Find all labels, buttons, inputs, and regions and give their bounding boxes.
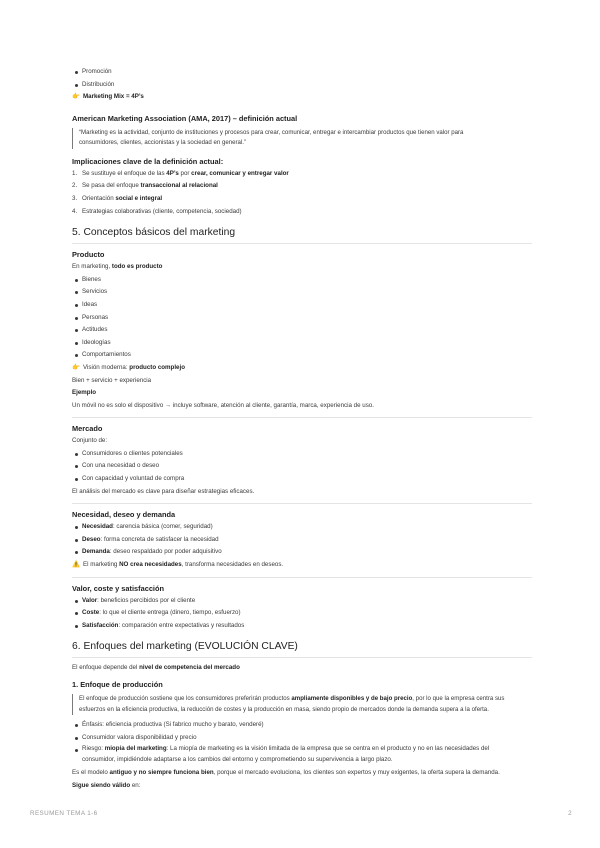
mix-note: 👉 Marketing Mix = 4P’s [72, 91, 532, 104]
pointing-hand-icon: 👉 [72, 363, 80, 371]
list-item: Distribución [72, 79, 532, 92]
producto-list [72, 274, 532, 362]
implications-list [72, 168, 532, 218]
valid-text: Sigue siendo válido en: [72, 781, 141, 789]
valor-list [72, 595, 532, 633]
divider [72, 577, 532, 578]
list-item: Consumidores o clientes potenciales [72, 448, 532, 461]
section-6-heading: 6. Enfoques del marketing (EVOLUCIÓN CLAVE) [72, 639, 532, 658]
list-item: Coste: lo que el cliente entrega (dinero, tiempo, esfuerzo) [72, 607, 532, 620]
implications-heading: Implicaciones clave de la definición actual: [72, 156, 224, 166]
list-item: Comportamientos [72, 349, 532, 362]
list-item: 2. Se pasa del enfoque transaccional al relacional [72, 182, 218, 190]
producto-heading: Producto [72, 250, 105, 260]
list-item: Con capacidad y voluntad de compra [72, 473, 532, 486]
list-item: Servicios [72, 286, 532, 299]
list-item: Ideas [72, 299, 532, 312]
marketing-mix-list [72, 66, 532, 91]
list-item: Bienes [72, 274, 532, 287]
ejemplo-label: Ejemplo [72, 389, 97, 397]
ejemplo-text: Un móvil no es solo el dispositivo → incluye software, atención al cliente, garantía, marca, experiencia de uso. [72, 401, 374, 409]
warning-note: ⚠️ El marketing NO crea necesidades, transforma necesidades en deseos. [72, 559, 532, 572]
closing-text: Es el modelo antiguo y no siempre funciona bien, porque el mercado evoluciona, los clientes son expertos y muy exigentes, la oferta supera la demanda. [72, 769, 500, 777]
mercado-outro: El análisis del mercado es clave para diseñar estrategias eficaces. [72, 487, 255, 495]
mercado-heading: Mercado [72, 424, 103, 434]
list-item: Ideologías [72, 337, 532, 350]
list-item: Satisfacción: comparación entre expectativas y resultados [72, 620, 532, 633]
enfoque-produccion-heading: 1. Enfoque de producción [72, 680, 163, 689]
list-item: Actitudes [72, 324, 532, 337]
list-item: Necesidad: carencia básica (comer, seguridad) [72, 521, 532, 534]
page-number: 2 [568, 810, 572, 817]
mercado-list [72, 448, 532, 486]
producto-formula: Bien + servicio + experiencia [72, 376, 152, 384]
list-item: Riesgo: miopía del marketing: La miopía de marketing es la visión limitada de la empresa que se centra en el producto y no en las necesidades del consumidor, impidiéndole adaptarse a los cambios del entorno y comprometiendo su supervivencia a largo plazo. [72, 744, 532, 765]
divider [72, 503, 532, 504]
list-item: Demanda: deseo respaldado por poder adquisitivo [72, 546, 532, 559]
list-item: Valor: beneficios percibidos por el cliente [72, 595, 532, 608]
list-item: 1. Se sustituye el enfoque de las 4P’s por crear, comunicar y entregar valor [72, 169, 289, 177]
list-item: Énfasis: eficiencia productiva (Si fabrico mucho y barato, venderé) [72, 719, 532, 732]
list-item: Personas [72, 312, 532, 325]
valor-heading: Valor, coste y satisfacción [72, 583, 165, 593]
footer-title: RESUMEN TEMA 1-6 [30, 810, 98, 817]
list-item: Deseo: forma concreta de satisfacer la necesidad [72, 534, 532, 547]
necesidad-heading: Necesidad, deseo y demanda [72, 510, 176, 520]
produccion-quote: El enfoque de producción sostiene que los consumidores preferirán productos ampliamente disponibles y de bajo precio, por lo que la empresa centra sus esfuerzos en la eficiencia productiva, la reducción de costes y la producción en masa, siendo propio de mercados donde la demanda supera a la oferta. [72, 694, 532, 715]
page-footer [30, 810, 572, 817]
document-page [72, 66, 532, 792]
ama-heading: American Marketing Association (AMA, 2017) – definición actual [72, 113, 298, 123]
list-item: Consumidor valora disponibilidad y precio [72, 732, 532, 745]
pointing-hand-icon: 👉 [72, 93, 80, 101]
list-item: Con una necesidad o deseo [72, 460, 532, 473]
producto-intro: En marketing, todo es producto [72, 263, 163, 271]
mercado-intro: Conjunto de: [72, 437, 108, 445]
ama-quote: “Marketing es la actividad, conjunto de instituciones y procesos para crear, comunicar, entregar e intercambiar productos que tienen valor para consumidores, clientes, accionistas y la sociedad en general.” [72, 128, 532, 149]
section-6-intro: El enfoque depende del nivel de competencia del mercado [72, 664, 240, 672]
list-item: Promoción [72, 66, 532, 79]
section-5-heading: 5. Conceptos básicos del marketing [72, 225, 532, 244]
warning-icon: ⚠️ [72, 561, 80, 569]
list-item: 4. Estrategias colaborativas (cliente, competencia, sociedad) [72, 207, 242, 215]
vision-note: 👉 Visión moderna: producto complejo [72, 362, 532, 375]
necesidad-list [72, 521, 532, 559]
list-item: 3. Orientación social e integral [72, 194, 163, 202]
divider [72, 417, 532, 418]
produccion-list [72, 719, 532, 765]
